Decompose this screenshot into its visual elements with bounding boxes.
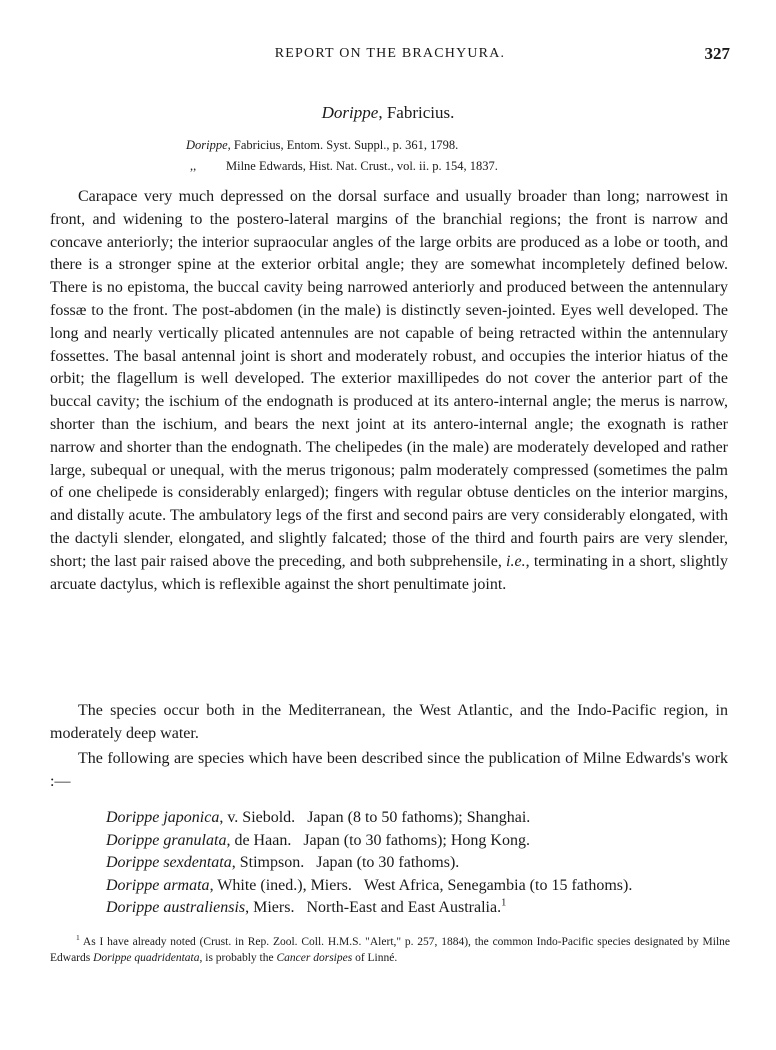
running-title: REPORT ON THE BRACHYURA.: [274, 46, 506, 61]
synonymy-taxon: Dorippe: [186, 138, 228, 152]
diagnosis-ie: i.e.: [506, 552, 526, 570]
species-name: Dorippe japonica: [106, 809, 220, 826]
species-authority: , de Haan.: [226, 831, 292, 849]
species-list: [106, 807, 746, 920]
species-authority: , Stimpson.: [231, 854, 305, 871]
species-row: [106, 875, 746, 898]
footnote-reference: 1: [501, 897, 507, 909]
footnote-paragraph: [50, 934, 730, 966]
species-locality: Japan (to 30 fathoms); Hong Kong.: [303, 831, 530, 849]
synonymy-citation: , Fabricius, Entom. Syst. Suppl., p. 361, 1798.: [227, 138, 459, 152]
genus-heading: [0, 103, 776, 123]
genus-authority: , Fabricius.: [378, 103, 455, 122]
footnote-marker: 1: [76, 933, 80, 943]
genus-name: Dorippe: [321, 103, 379, 122]
species-name: Dorippe armata: [106, 876, 210, 894]
species-name: Dorippe granulata: [106, 831, 227, 849]
synonymy-citation: Milne Edwards, Hist. Nat. Crust., vol. ii. p. 154, 1837.: [226, 159, 498, 173]
genus-diagnosis: [50, 186, 728, 596]
species-locality: Japan (to 30 fathoms).: [316, 854, 460, 871]
footnote-text: , is probably the: [199, 952, 274, 964]
synonymy-line-2: [190, 159, 498, 174]
footnote-text: of Linné.: [355, 952, 398, 964]
species-locality: Japan (8 to 50 fathoms); Shanghai.: [307, 809, 531, 826]
species-row: [106, 897, 746, 920]
diagnosis-text-end: , terminating in a short, slightly arcuate dactylus, which is reflexible against the short penultimate joint.: [50, 552, 728, 593]
species-name: Dorippe sexdentata: [106, 854, 232, 871]
footnote-text: As I have already noted (Crust. in Rep. Zool. Coll. H.M.S. "Alert," p. 257, 1884), the common Indo-Pacific species designated by Milne Edwards: [50, 936, 730, 964]
footnote-italic-name: Dorippe quadridentata: [93, 952, 200, 964]
footnote-italic-name: Cancer dorsipes: [276, 952, 353, 964]
species-locality: West Africa, Senegambia (to 15 fathoms).: [363, 876, 633, 894]
species-authority: , v. Siebold.: [219, 809, 296, 826]
species-locality: North-East and East Australia.: [306, 899, 502, 916]
footnote: [50, 934, 730, 966]
species-intro-block: [50, 748, 728, 794]
species-row: [106, 830, 746, 853]
species-name: Dorippe australiensis: [106, 899, 246, 916]
synonymy-line-1: [186, 138, 458, 153]
species-row: [106, 852, 746, 875]
diagnosis-text: Carapace very much depressed on the dorsal surface and usually broader than long; narrowest in front, and widening to the postero-lateral margins of the branchial regions; the front is narrow and concave anteriorly; the interior supraocular angles of the large orbits are produced as a lobe or tooth, and there is a stronger spine at the exterior orbital angle; they are somewhat incompletely defined below. There is no epistoma, the buccal cavity being narrowed anteriorly and produced between the antennulary fossæ to the front. The post-abdomen (in the male) is distinctly seven-jointed. Eyes well developed. The long and nearly vertically plicated antennules are not capable of being retracted within the antennulary fossettes. The basal antennal joint is short and moderately robust, and occupies the interior hiatus of the orbit; the flagellum is well developed. The exterior maxillipedes do not cover the anterior part of the buccal cavity; the ischium of the endognath is produced at its antero-internal angle; the merus is narrow, shorter than the ischium, and bears the next joint at its antero-internal angle; the exognath is rather narrow and shorter than the endognath. The chelipedes (in the male) are moderately developed and rather large, subequal or unequal, with the merus trigonous; palm moderately compressed (sometimes the palm of one chelipede is considerably enlarged); fingers with regular obtuse denticles on the interior margins, and distally acute. The ambulatory legs of the first and second pairs are very considerably elongated, with the dactyli slender, elongated, and slightly falcated; those of the third and fourth pairs are very slender, short; the last pair raised above the preceding, and both subprehensile,: [50, 188, 728, 570]
species-intro-paragraph: The following are species which have been described since the publication of Milne Edwards's work :—: [50, 750, 728, 790]
species-authority: , White (ined.), Miers.: [209, 876, 352, 894]
distribution-paragraph: The species occur both in the Mediterranean, the West Atlantic, and the Indo-Pacific region, in moderately deep water.: [50, 702, 728, 742]
synonymy-ditto: ,,: [190, 159, 197, 173]
page-number: 327: [704, 44, 730, 63]
species-row: [106, 807, 746, 830]
diagnosis-paragraph: [50, 186, 728, 596]
distribution-block: [50, 700, 728, 746]
species-authority: , Miers.: [245, 899, 295, 916]
